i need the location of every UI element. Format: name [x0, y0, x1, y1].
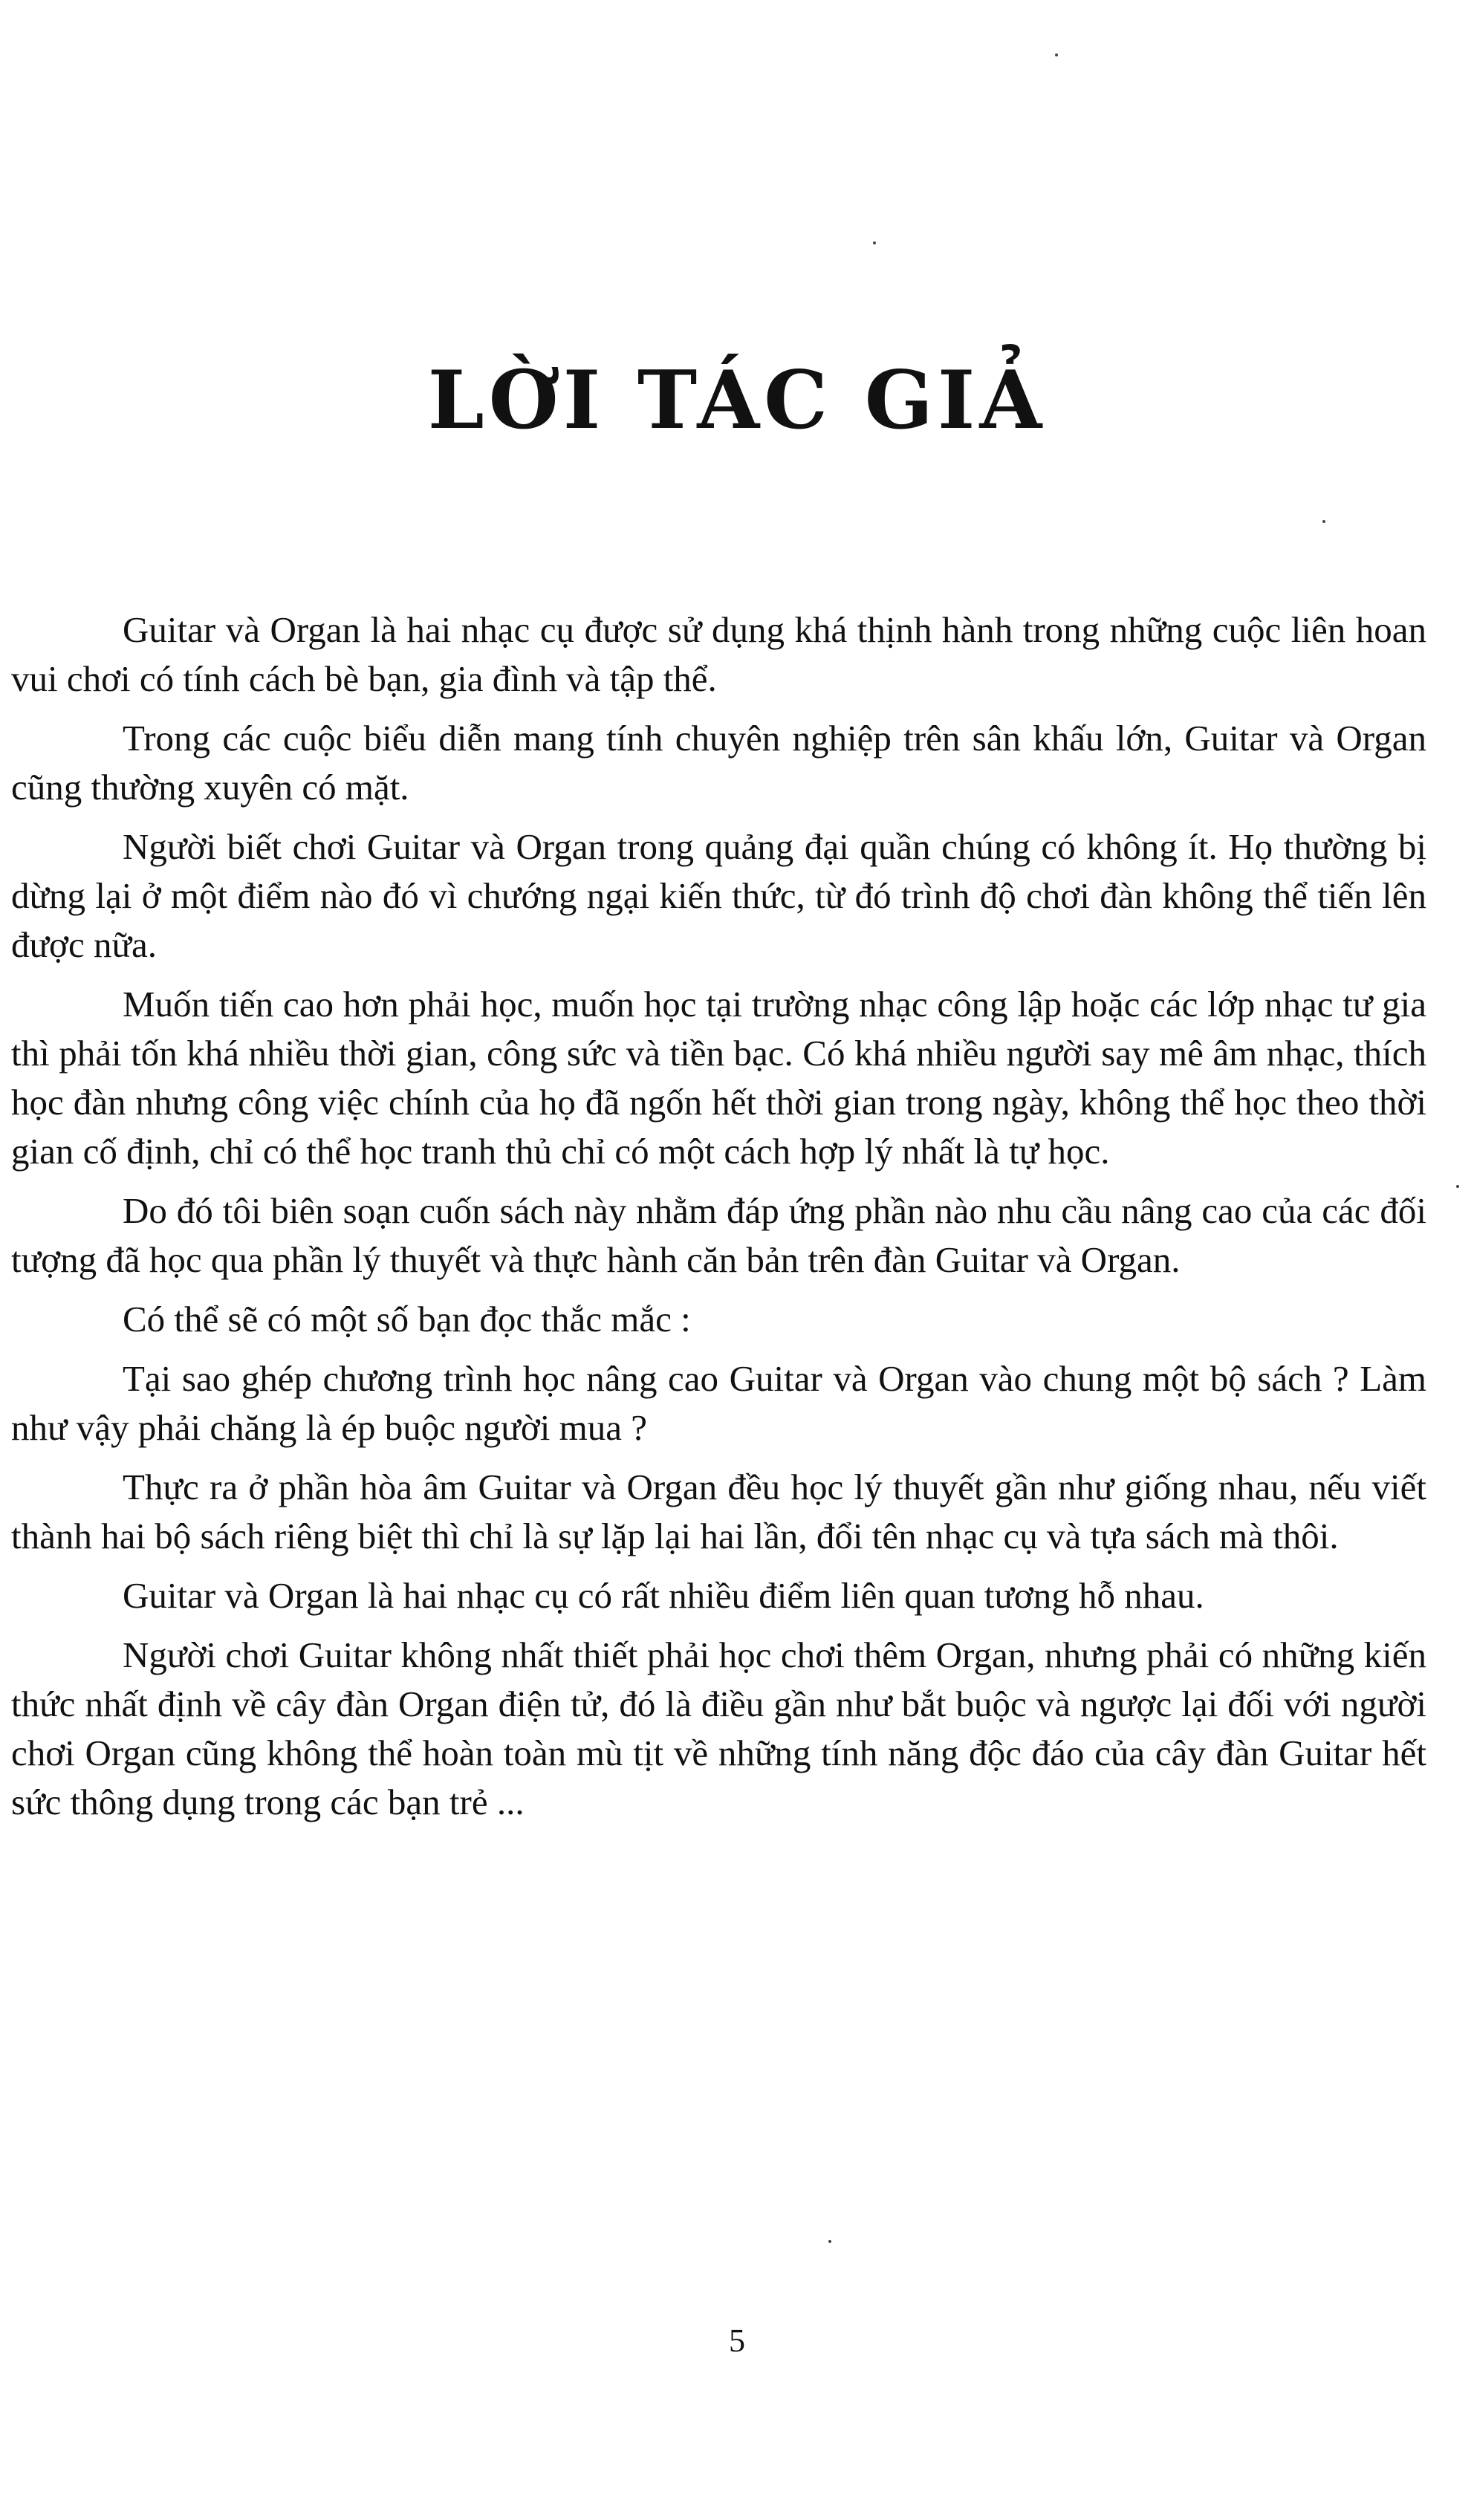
- scan-speck: [828, 2240, 831, 2243]
- scan-speck: [873, 241, 876, 244]
- scan-speck: [1322, 520, 1325, 523]
- paragraph: Có thể sẽ có một số bạn đọc thắc mắc :: [123, 1299, 691, 1339]
- paragraph: Người chơi Guitar không nhất thiết phải học chơi thêm Organ, nhưng phải có những kiến thức nhất định về cây đàn Organ điện tử, đó là điều gần như bắt buộc và ngược lại đối với người chơi Organ cũng không thể hoàn toàn mù tịt về những tính năng độc đáo của cây đàn Guitar hết sức thông dụng trong các bạn trẻ ...: [11, 1634, 1426, 1822]
- paragraph: Tại sao ghép chương trình học nâng cao Guitar và Organ vào chung một bộ sách ? Làm như vậy phải chăng là ép buộc người mua ?: [11, 1358, 1426, 1448]
- body-text: [11, 605, 1426, 1837]
- paragraph: Guitar và Organ là hai nhạc cụ được sử dụng khá thịnh hành trong những cuộc liên hoan vui chơi có tính cách bè bạn, gia đình và tập thể.: [11, 609, 1426, 699]
- paragraph: Do đó tôi biên soạn cuốn sách này nhằm đáp ứng phần nào nhu cầu nâng cao của các đối tượng đã học qua phần lý thuyết và thực hành căn bản trên đàn Guitar và Organ.: [11, 1190, 1426, 1280]
- scan-speck: [1456, 1185, 1459, 1188]
- paragraph: Thực ra ở phần hòa âm Guitar và Organ đều học lý thuyết gần như giống nhau, nếu viết thành hai bộ sách riêng biệt thì chỉ là sự lặp lại hai lần, đổi tên nhạc cụ và tựa sách mà thôi.: [11, 1467, 1426, 1556]
- paragraph: Guitar và Organ là hai nhạc cụ có rất nhiều điểm liên quan tương hỗ nhau.: [123, 1575, 1204, 1616]
- paragraph: Người biết chơi Guitar và Organ trong quảng đại quần chúng có không ít. Họ thường bị dừng lại ở một điểm nào đó vì chướng ngại kiến thức, từ đó trình độ chơi đàn không thể tiến lên được nữa.: [11, 826, 1426, 965]
- page-title: LỜI TÁC GIẢ: [427, 354, 1047, 447]
- paragraph: Muốn tiến cao hơn phải học, muốn học tại trường nhạc công lập hoặc các lớp nhạc tư gia thì phải tốn khá nhiều thời gian, công sức và tiền bạc. Có khá nhiều người say mê âm nhạc, thích học đàn nhưng công việc chính của họ đã ngốn hết thời gian trong ngày, không thể học theo thời gian cố định, chỉ có thể học tranh thủ chỉ có một cách hợp lý nhất là tự học.: [11, 984, 1426, 1172]
- scan-speck: [1055, 53, 1058, 56]
- paragraph: Trong các cuộc biểu diễn mang tính chuyên nghiệp trên sân khấu lớn, Guitar và Organ cũng thường xuyên có mặt.: [11, 718, 1426, 808]
- page-number: 5: [729, 2322, 745, 2359]
